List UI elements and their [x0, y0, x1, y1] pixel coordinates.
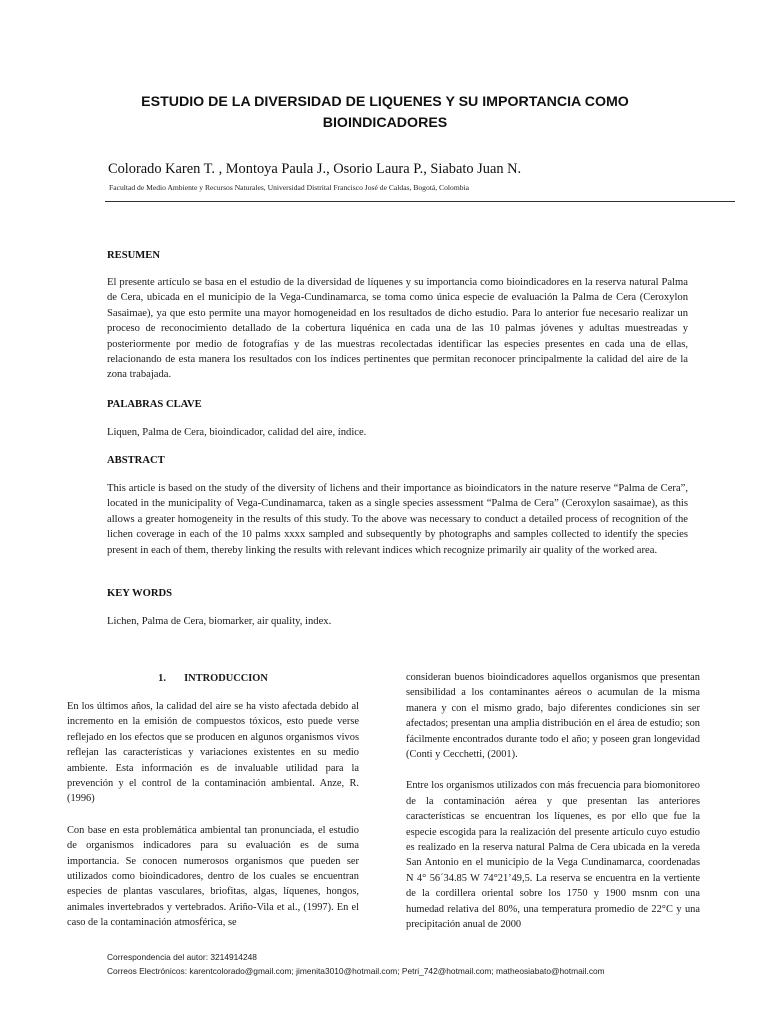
- intro-paragraph-3: consideran buenos bioindicadores aquellos organismos que presentan sensibilidad a los contaminantes aéreos o acumulan de la misma manera y con el mismo grado, bajo diferentes condiciones sin ser afectados; presentan una amplia distribución en el área de estudio; son fácilmente encontrados durante todo el año; y poseen gran longevidad (Conti y Cecchetti, (2001).: [406, 672, 700, 761]
- key-words-text: Lichen, Palma de Cera, biomarker, air quality, index.: [107, 616, 332, 627]
- resumen-text: El presente artículo se basa en el estudio de la diversidad de líquenes y su importancia como bioindicadores en la reserva natural Palma de Cera, ubicada en el municipio de la Vega-Cundinamarca, se toma como única especie de evaluación la Palma de Cera (Ceroxylon Sasaimae), ya que esto permite una mayor homogeneidad en los resultados de dicho estudio. Para lo anterior fue necesario realizar un proceso de reconocimiento detallado de la cobertura liquénica en cada una de las 10 palmas jóvenes y adultas muestreadas y posteriormente por medio de fotografías y de las muestras recolectadas identificar las especies presentes en cada una de ellas, relacionando de esta manera los resultados con los índices pertinentes que permitan reconocer principalmente la calidad del aire de la zona trabajada.: [107, 277, 688, 381]
- introduccion-heading: 1. INTRODUCCION: [158, 673, 268, 684]
- abstract-section: [107, 454, 688, 468]
- key-words-body: [107, 614, 688, 629]
- intro-paragraph-2: Con base en esta problemática ambiental tan pronunciada, el estudio de organismos indicadores para su evaluación es de suma importancia. Se conocen numerosos organismos que pueden ser utilizados como bioindicadores, dentro de los cuales se encuentran especies de plantas vasculares, briofitas, algas, líquenes, hongos, animales invertebrados y vertebrados. Ariño-Vila et al., (1997). En el caso de la contaminación atmosférica, se: [67, 824, 359, 929]
- palabras-clave-heading: PALABRAS CLAVE: [107, 399, 202, 410]
- right-column: [406, 670, 700, 933]
- header-divider: [105, 201, 735, 202]
- resumen-body: [107, 275, 688, 383]
- intro-paragraph-4: Entre los organismos utilizados con más frecuencia para biomonitoreo de la contaminación aérea y que presentan las anteriores características se encuentran los líquenes, es por ello que fue la especie escogida para la realización del presente artículo cuyo estudio es realizado en la reserva natural Palma de Cera ubicada en la vereda San Antonio en el municipio de la Vega Cundinamarca, coordenadas N 4° 56´34.85 W 74°21’49,5. La reserva se encuentra en la vertiente de la cordillera oriental sobre los 1750 y 1900 msnm con una humedad relativa del 80%, una temperatura promedio de 22°C y una precipitación anual de 2000: [406, 780, 700, 931]
- palabras-clave-text: Liquen, Palma de Cera, bioindicador, calidad del aire, índice.: [107, 427, 367, 438]
- abstract-body: [107, 481, 688, 558]
- intro-paragraph-1: En los últimos años, la calidad del aire se ha visto afectada debido al incremento en la emisión de compuestos tóxicos, esto puede verse reflejado en los efectos que se producen en algunos organismos vivos reflejan las características y variaciones existentes en su medio ambiente. Esta información es de invaluable utilidad para la prevención y el control de la contaminación ambiental. Anze, R. (1996): [67, 701, 359, 805]
- author-list: Colorado Karen T. , Montoya Paula J., Osorio Laura P., Siabato Juan N.: [108, 161, 522, 177]
- footer-emails: Correos Electrónicos: karentcolorado@gmail.com; jimenita3010@hotmail.com; Petri_742@hotmail.com; matheosiabato@hotmail.com: [107, 966, 605, 976]
- footer-correspondence: Correspondencia del autor: 3214914248: [107, 952, 257, 962]
- palabras-clave-section: [107, 398, 688, 412]
- left-column: [67, 672, 359, 931]
- abstract-heading: ABSTRACT: [107, 455, 165, 466]
- resumen-heading: RESUMEN: [107, 250, 160, 261]
- palabras-clave-body: [107, 425, 688, 440]
- resumen-section: [107, 249, 688, 263]
- affiliation: Facultad de Medio Ambiente y Recursos Naturales, Universidad Distrital Francisco José de Caldas, Bogotá, Colombia: [109, 183, 469, 192]
- key-words-heading: KEY WORDS: [107, 588, 173, 599]
- abstract-text: This article is based on the study of the diversity of lichens and their importance as bioindicators in the nature reserve “Palma de Cera”, located in the municipality of Vega-Cundinamarca, taken as a single species assessment “Palma de Cera” (Ceroxylon sasaimae), as this allows a greater homogeneity in the results of this study. To the above was necessary to conduct a detailed process of recognition of the lichen coverage in each of the 10 palms xxxx sampled and subsequently by photographs and samples collected to identify the species present in each of them, thereby linking the results with relevant indices which recognize primarily air quality of the worked area.: [107, 483, 688, 556]
- key-words-section: [107, 587, 688, 601]
- paper-title: ESTUDIO DE LA DIVERSIDAD DE LIQUENES Y SU IMPORTANCIA COMO BIOINDICADORES: [141, 94, 629, 131]
